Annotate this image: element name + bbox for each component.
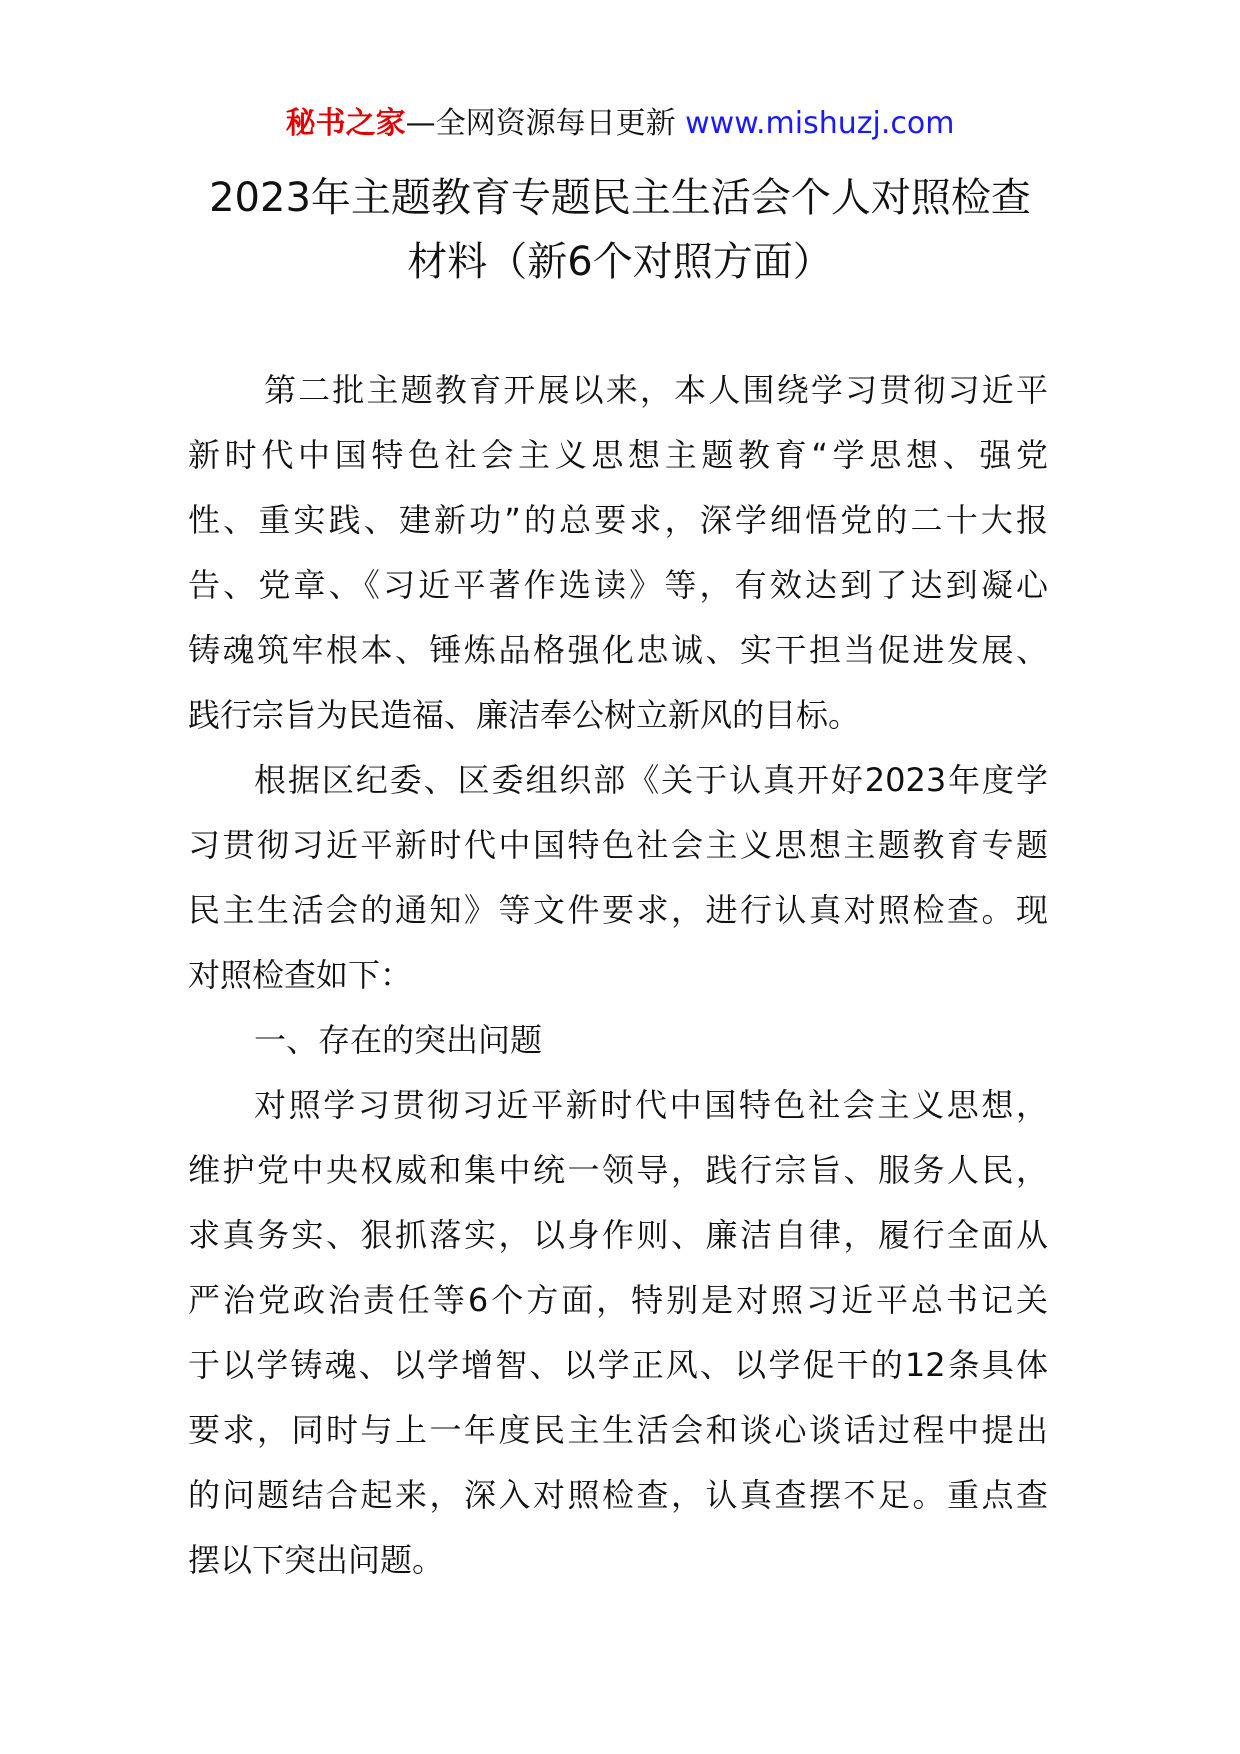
paragraph-line: 维护党中央权威和集中统一领导，践行宗旨、服务人民， <box>188 1151 1048 1189</box>
header-tagline: —全网资源每日更新 <box>405 106 676 141</box>
site-header <box>0 104 1240 144</box>
paragraph-basis <box>188 748 1048 1008</box>
paragraph-line: 根据区纪委、区委组织部《关于认真开好2023年度学 <box>254 761 1048 799</box>
paragraph-line: 对照学习贯彻习近平新时代中国特色社会主义思想， <box>254 1086 1048 1124</box>
title-line-2: 材料（新6个对照方面） <box>407 239 833 285</box>
document-body <box>188 358 1048 1593</box>
document-title <box>150 166 1090 294</box>
title-line-1: 2023年主题教育专题民主生活会个人对照检查 <box>209 175 1031 221</box>
brand-name: 秘书之家 <box>285 106 406 141</box>
paragraph-line: 性、重实践、建新功”的总要求，深学细悟党的二十大报 <box>188 501 1048 539</box>
paragraph-line: 的问题结合起来，深入对照检查，认真查摆不足。重点查 <box>188 1476 1048 1514</box>
paragraph-line: 严治党政治责任等6个方面，特别是对照习近平总书记关 <box>188 1281 1048 1319</box>
paragraph-line: 求真务实、狠抓落实，以身作则、廉洁自律，履行全面从 <box>188 1216 1048 1254</box>
paragraph-intro <box>188 358 1048 748</box>
section-heading <box>188 1008 1048 1073</box>
section-heading-text: 一、存在的突出问题 <box>254 1021 543 1059</box>
paragraph-line: 铸魂筑牢根本、锤炼品格强化忠诚、实干担当促进发展、 <box>188 631 1048 669</box>
paragraph-line: 于以学铸魂、以学增智、以学正风、以学促干的12条具体 <box>188 1346 1048 1384</box>
paragraph-line: 要求，同时与上一年度民主生活会和谈心谈话过程中提出 <box>188 1411 1048 1449</box>
paragraph-line: 告、党章、《习近平著作选读》等，有效达到了达到凝心 <box>188 566 1048 604</box>
paragraph-line: 摆以下突出问题。 <box>188 1541 445 1579</box>
paragraph-line: 践行宗旨为民造福、廉洁奉公树立新风的目标。 <box>188 696 861 734</box>
paragraph-line: 习贯彻习近平新时代中国特色社会主义思想主题教育专题 <box>188 826 1048 864</box>
paragraph-line: 对照检查如下： <box>188 956 413 994</box>
paragraph-line: 民主生活会的通知》等文件要求，进行认真对照检查。现 <box>188 891 1048 929</box>
paragraph-line: 第二批主题教育开展以来，本人围绕学习贯彻习近平 <box>264 371 1048 409</box>
paragraph-issues <box>188 1073 1048 1593</box>
paragraph-line: 新时代中国特色社会主义思想主题教育“学思想、强党 <box>188 436 1048 474</box>
site-link[interactable]: www.mishuzj.com <box>685 106 955 141</box>
